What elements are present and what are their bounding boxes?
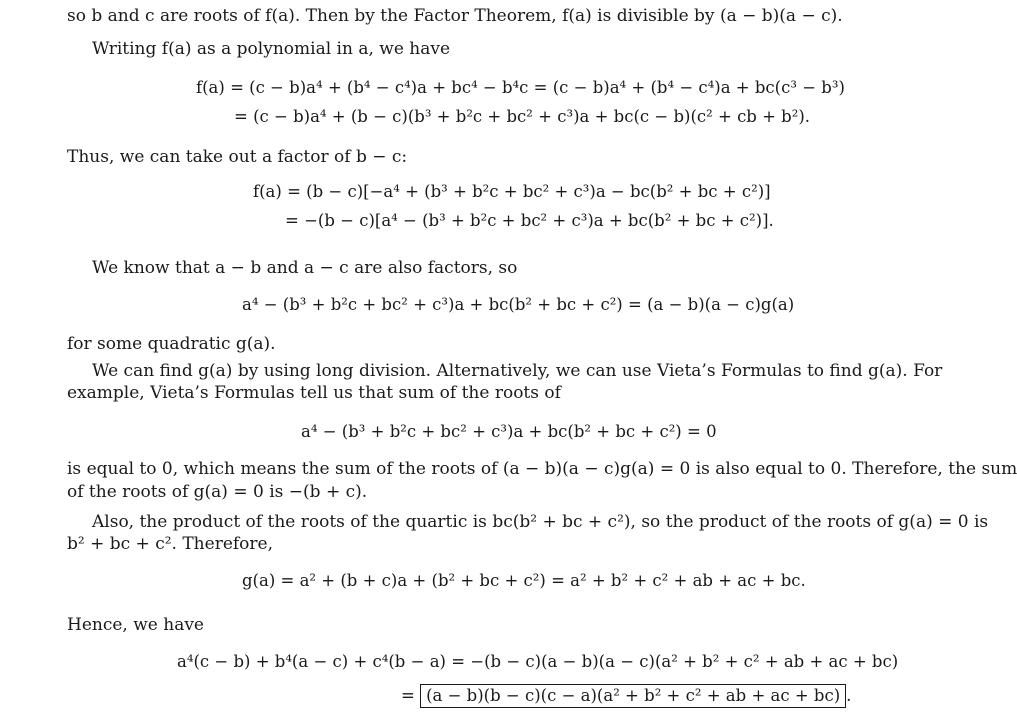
text-line: for some quadratic g(a). xyxy=(67,334,276,354)
text-line: is equal to 0, which means the sum of the roots of (a − b)(a − c)g(a) = 0 is also equal to 0. Therefore, the sum xyxy=(67,459,1017,479)
equation-line: = −(b − c)[a⁴ − (b³ + b²c + bc² + c³)a + bc(b² + bc + c²)]. xyxy=(285,211,774,230)
text-line: so b and c are roots of f(a). Then by the Factor Theorem, f(a) is divisible by (a − b)(a − c). xyxy=(67,6,843,26)
text-line: example, Vieta’s Formulas tell us that sum of the roots of xyxy=(67,383,561,403)
equation-line: a⁴(c − b) + b⁴(a − c) + c⁴(b − a) = −(b − c)(a − b)(a − c)(a² + b² + c² + ab + ac + bc) xyxy=(177,652,899,671)
text-line: Also, the product of the roots of the quartic is bc(b² + bc + c²), so the product of the roots of g(a) = 0 is xyxy=(92,512,989,532)
boxed-answer: (a − b)(b − c)(c − a)(a² + b² + c² + ab + ac + bc) xyxy=(420,684,846,708)
equation-line: f(a) = (b − c)[−a⁴ + (b³ + b²c + bc² + c³)a − bc(b² + bc + c²)] xyxy=(253,182,771,201)
text-line: of the roots of g(a) = 0 is −(b + c). xyxy=(67,482,368,502)
equation-line: a⁴ − (b³ + b²c + bc² + c³)a + bc(b² + bc + c²) = 0 xyxy=(301,422,717,441)
text-line: Hence, we have xyxy=(67,615,204,635)
text-line: We know that a − b and a − c are also factors, so xyxy=(92,258,518,278)
equation-line: a⁴ − (b³ + b²c + bc² + c³)a + bc(b² + bc + c²) = (a − b)(a − c)g(a) xyxy=(242,295,795,314)
equation-line: = (c − b)a⁴ + (b − c)(b³ + b²c + bc² + c³)a + bc(c − b)(c² + cb + b²). xyxy=(234,107,811,126)
equals-sign: = xyxy=(401,686,415,705)
equation-line: g(a) = a² + (b + c)a + (b² + bc + c²) = a² + b² + c² + ab + ac + bc. xyxy=(242,571,806,590)
text-line: Thus, we can take out a factor of b − c: xyxy=(67,147,408,167)
text-line: Writing f(a) as a polynomial in a, we have xyxy=(92,39,451,59)
equation-line: f(a) = (c − b)a⁴ + (b⁴ − c⁴)a + bc⁴ − b⁴c = (c − b)a⁴ + (b⁴ − c⁴)a + bc(c³ − b³) xyxy=(196,78,845,97)
text-line: We can find g(a) by using long division. Alternatively, we can use Vieta’s Formulas to find g(a). For xyxy=(92,361,943,381)
final-period: . xyxy=(846,686,852,705)
boxed-answer-line xyxy=(401,684,851,708)
text-line: b² + bc + c². Therefore, xyxy=(67,534,274,554)
